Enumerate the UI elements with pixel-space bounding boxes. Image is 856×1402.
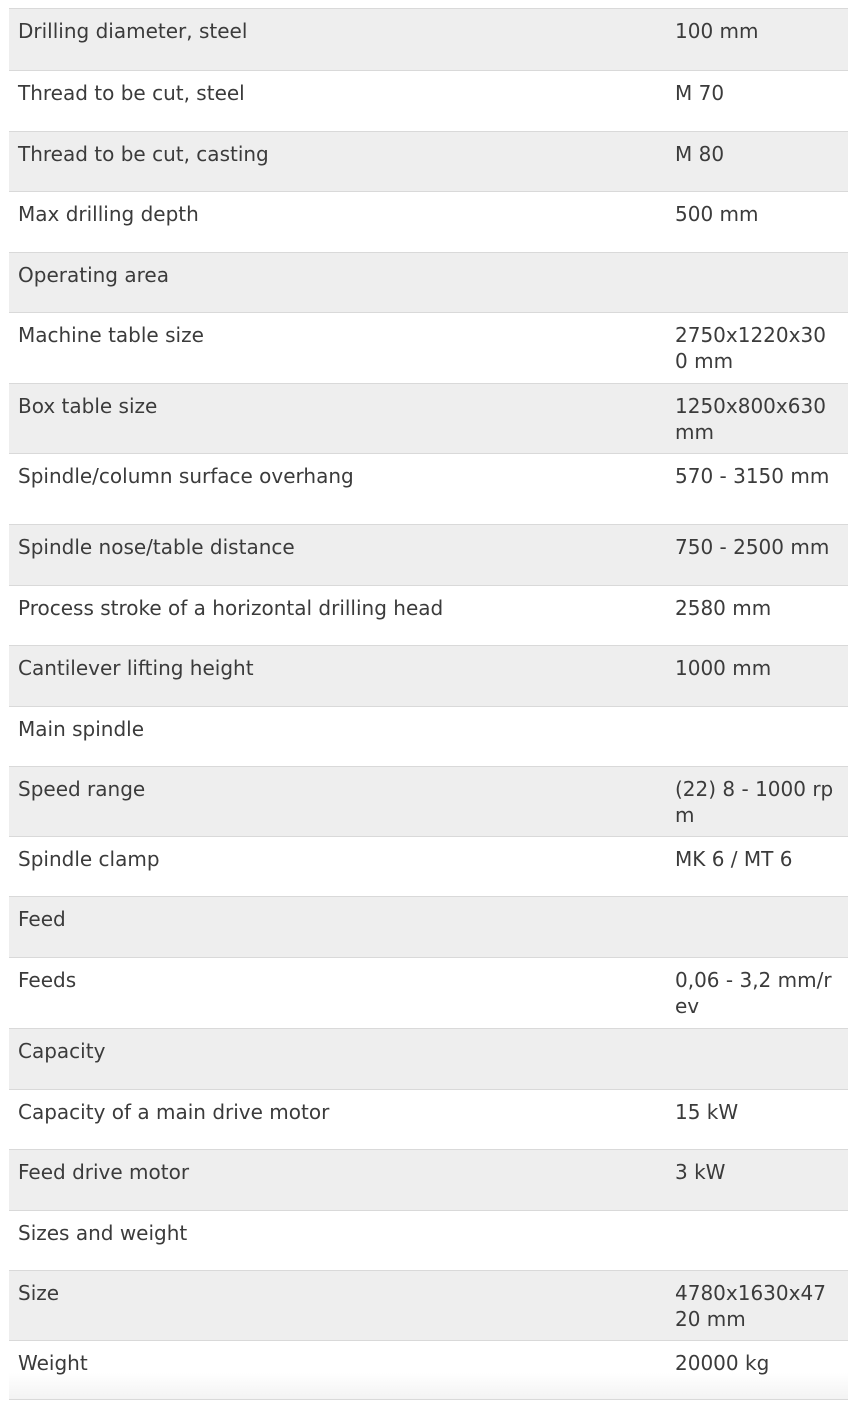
spec-label: Spindle/column surface overhang xyxy=(18,464,354,488)
spec-value: 1250x800x630 mm xyxy=(675,394,826,444)
section-heading: Sizes and weight xyxy=(18,1221,188,1245)
spec-row xyxy=(9,9,848,71)
spec-row xyxy=(9,384,848,454)
spec-value: 20000 kg xyxy=(675,1351,770,1375)
spec-row xyxy=(9,454,848,525)
spec-value: 500 mm xyxy=(675,202,759,226)
spec-value: M 80 xyxy=(675,142,725,166)
spec-row xyxy=(9,837,848,897)
spec-row xyxy=(9,586,848,646)
spec-label: Process stroke of a horizontal drilling head xyxy=(18,596,444,620)
spec-label: Speed range xyxy=(18,777,146,801)
spec-value: 2580 mm xyxy=(675,596,772,620)
spec-value: M 70 xyxy=(675,81,725,105)
spec-value xyxy=(666,897,848,957)
spec-value xyxy=(666,1029,848,1089)
spec-label: Spindle clamp xyxy=(18,847,160,871)
spec-label: Box table size xyxy=(18,394,158,418)
spec-value: (22) 8 - 1000 rpm xyxy=(675,777,834,827)
spec-label: Feeds xyxy=(18,968,77,992)
spec-row xyxy=(9,132,848,192)
spec-value: 3 kW xyxy=(675,1160,726,1184)
spec-label: Drilling diameter, steel xyxy=(18,19,248,43)
spec-label: Capacity of a main drive motor xyxy=(18,1100,330,1124)
spec-value: 1000 mm xyxy=(675,656,772,680)
spec-label: Thread to be cut, casting xyxy=(18,142,269,166)
spec-row xyxy=(9,1150,848,1211)
spec-value: 15 kW xyxy=(675,1100,739,1124)
spec-row xyxy=(9,1271,848,1341)
spec-value xyxy=(666,707,848,766)
spec-value: MK 6 / MT 6 xyxy=(675,847,793,871)
spec-row xyxy=(9,1341,848,1400)
section-heading: Feed xyxy=(18,907,66,931)
spec-label: Feed drive motor xyxy=(18,1160,190,1184)
spec-table xyxy=(9,8,848,1400)
spec-value: 100 mm xyxy=(675,19,759,43)
spec-value: 0,06 - 3,2 mm/rev xyxy=(675,968,832,1018)
spec-label: Cantilever lifting height xyxy=(18,656,254,680)
spec-row xyxy=(9,767,848,837)
spec-row xyxy=(9,525,848,586)
section-heading-row xyxy=(9,1211,848,1271)
spec-row xyxy=(9,192,848,253)
spec-value xyxy=(666,253,848,312)
spec-value: 2750x1220x300 mm xyxy=(675,323,826,373)
spec-label: Machine table size xyxy=(18,323,204,347)
section-heading: Operating area xyxy=(18,263,169,287)
spec-row xyxy=(9,313,848,384)
spec-value xyxy=(666,1211,848,1270)
spec-label: Spindle nose/table distance xyxy=(18,535,295,559)
spec-label: Size xyxy=(18,1281,60,1305)
section-heading-row xyxy=(9,897,848,958)
spec-row xyxy=(9,646,848,707)
section-heading: Capacity xyxy=(18,1039,106,1063)
spec-value: 750 - 2500 mm xyxy=(675,535,830,559)
spec-row xyxy=(9,71,848,132)
spec-label: Weight xyxy=(18,1351,88,1375)
spec-row xyxy=(9,958,848,1029)
section-heading: Main spindle xyxy=(18,717,145,741)
section-heading-row xyxy=(9,1029,848,1090)
spec-label: Thread to be cut, steel xyxy=(18,81,245,105)
spec-label: Max drilling depth xyxy=(18,202,199,226)
section-heading-row xyxy=(9,253,848,313)
spec-row xyxy=(9,1090,848,1150)
spec-value: 570 - 3150 mm xyxy=(675,464,830,488)
spec-value: 4780x1630x4720 mm xyxy=(675,1281,826,1331)
section-heading-row xyxy=(9,707,848,767)
